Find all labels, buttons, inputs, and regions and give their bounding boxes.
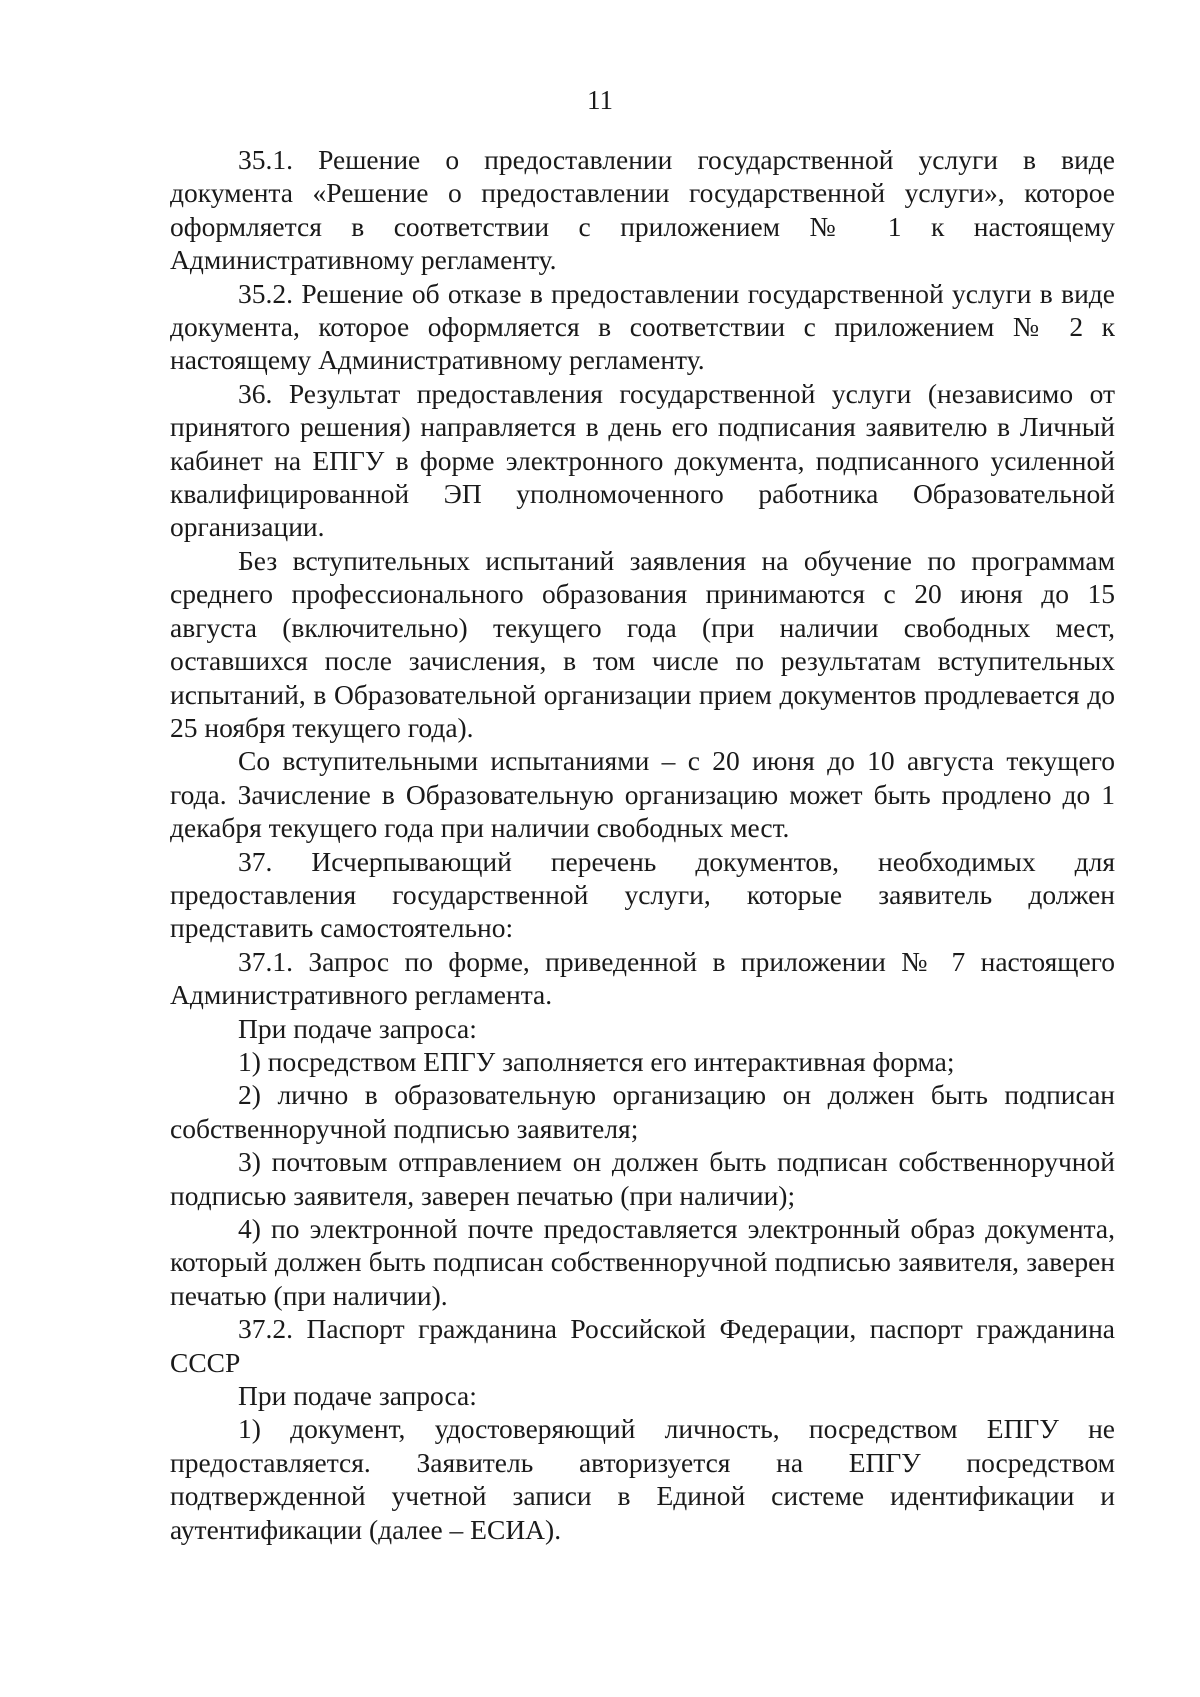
paragraph-37-2: 37.2. Паспорт гражданина Российской Федерации, паспорт гражданина СССР: [170, 1313, 1115, 1378]
list-item-4: 4) по электронной почте предоставляется электронный образ документа, который должен быть подписан собственноручной подписью заявителя, заверен печатью (при наличии).: [170, 1213, 1115, 1311]
paragraph-37-1: 37.1. Запрос по форме, приведенной в приложении № 7 настоящего Административного регламента.: [170, 945, 1115, 1011]
paragraph-37: 37. Исчерпывающий перечень документов, необходимых для предоставления государственной услуги, которые заявитель должен представить самостоятельно:: [170, 845, 1115, 944]
paragraph-35-1: 35.1. Решение о предоставлении государственной услуги в виде документа «Решение о предоставлении государственной услуги», которое оформляется в соответствии с приложением № 1 к настоящему Административному регламенту.: [170, 144, 1115, 276]
list-item-1: 1) посредством ЕПГУ заполняется его интерактивная форма;: [238, 1045, 955, 1077]
page-number: 11: [587, 85, 613, 115]
list-item-2: 2) лично в образовательную организацию он должен быть подписан собственноручной подписью заявителя;: [170, 1079, 1115, 1144]
paragraph-admission-without-exams: Без вступительных испытаний заявления на обучение по программам среднего профессионального образования принимаются с 20 июня до 15 августа (включительно) текущего года (при наличии свободных мест, оставшихся после зачисления, в том числе по результатам вступительных испытаний, в Образовательной организации прием документов продлевается до 25 ноября текущего года).: [170, 544, 1115, 743]
paragraph-admission-with-exams: Со вступительными испытаниями – с 20 июня до 10 августа текущего года. Зачисление в Образовательную организацию может быть продлено до 1 декабря текущего года при наличии свободных мест.: [170, 745, 1115, 844]
paragraph-36: 36. Результат предоставления государственной услуги (независимо от принятого решения) направляется в день его подписания заявителю в Личный кабинет на ЕПГУ в форме электронного документа, подписанного усиленной квалифицированной ЭП уполномоченного работника Образовательной организации.: [170, 377, 1115, 543]
paragraph-request-submission: При подаче запроса:: [238, 1012, 477, 1044]
paragraph-request-submission-2: При подаче запроса:: [238, 1380, 477, 1412]
list-item-3: 3) почтовым отправлением он должен быть подписан собственноручной подписью заявителя, заверен печатью (при наличии);: [170, 1146, 1115, 1211]
list-item-identity-document: 1) документ, удостоверяющий личность, посредством ЕПГУ не предоставляется. Заявитель авторизуется на ЕПГУ посредством подтвержденной учетной записи в Единой системе идентификации и аутентификации (далее – ЕСИА).: [170, 1413, 1115, 1545]
document-body: [170, 143, 1115, 1546]
paragraph-35-2: 35.2. Решение об отказе в предоставлении государственной услуги в виде документа, которое оформляется в соответствии с приложением № 2 к настоящему Административному регламенту.: [170, 277, 1115, 376]
